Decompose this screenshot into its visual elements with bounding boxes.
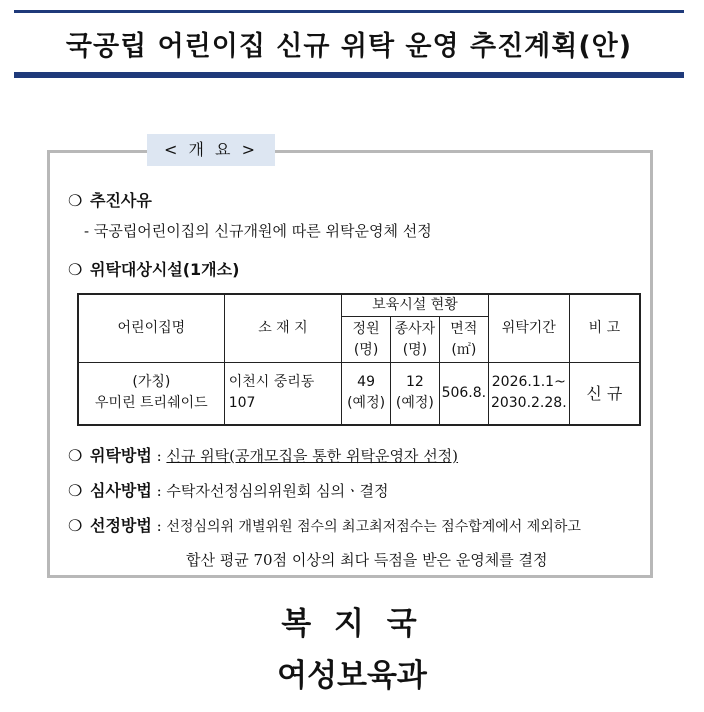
review-heading: 심사방법 [90,481,152,500]
header-location: 소 재 지 [224,294,341,363]
review-section [68,478,389,501]
cell-staff: 12 (예정) [391,363,440,425]
header-staff: 종사자 (명) [391,317,440,363]
method-section [68,443,458,466]
selection-heading: 선정방법 [90,516,152,535]
title-bottom-rule [14,72,684,78]
reason-section [68,188,152,211]
target-section [68,257,239,280]
method-heading: 위탁방법 [90,446,152,465]
selection-section [68,513,581,536]
method-separator: : [151,447,167,465]
overview-tab-label: < 개 요 > [147,134,275,166]
selection-detail-line2: 합산 평균 70점 이상의 최다 득점을 받은 운영체를 결정 [186,551,548,569]
title-bar [14,10,684,78]
facility-table [77,293,641,426]
header-name: 어린이집명 [78,294,224,363]
cell-name: (가칭) 우미린 트리쉐이드 [78,363,224,425]
table-row [78,363,640,425]
review-detail: 수탁자선정심의위원회 심의ㆍ결정 [166,482,389,500]
header-area: 면적 (㎡) [439,317,488,363]
footer-division: 여성보육과 [277,658,427,694]
cell-period: 2026.1.1~ 2030.2.28. [488,363,569,425]
cell-location: 이천시 중리동 107 [224,363,341,425]
bullet-icon: ❍ [68,481,83,500]
title-top-rule [14,10,684,13]
cell-note: 신 규 [569,363,640,425]
reason-heading: 추진사유 [90,191,152,210]
cell-area: 506.8. [439,363,488,425]
bullet-icon: ❍ [68,191,83,210]
bullet-icon: ❍ [68,516,83,535]
selection-separator: : [151,517,167,535]
header-period: 위탁기간 [488,294,569,363]
footer-bureau: 복 지 국 [281,606,423,642]
header-capacity: 정원 (명) [342,317,391,363]
bullet-icon: ❍ [68,260,83,279]
target-heading: 위탁대상시설(1개소) [90,260,240,279]
bullet-icon: ❍ [68,446,83,465]
cell-capacity: 49 (예정) [342,363,391,425]
header-note: 비 고 [569,294,640,363]
header-status-group: 보육시설 현황 [342,294,489,317]
method-detail: 신규 위탁(공개모집을 통한 위탁운영자 선정) [166,447,459,465]
reason-detail: - 국공립어린이집의 신규개원에 따른 위탁운영체 선정 [84,222,432,240]
review-separator: : [151,482,167,500]
page-title: 국공립 어린이집 신규 위탁 운영 추진계획(안) [65,31,633,62]
selection-detail-line1: 선정심의위 개별위원 점수의 최고최저점수는 점수합계에서 제외하고 [166,519,581,535]
